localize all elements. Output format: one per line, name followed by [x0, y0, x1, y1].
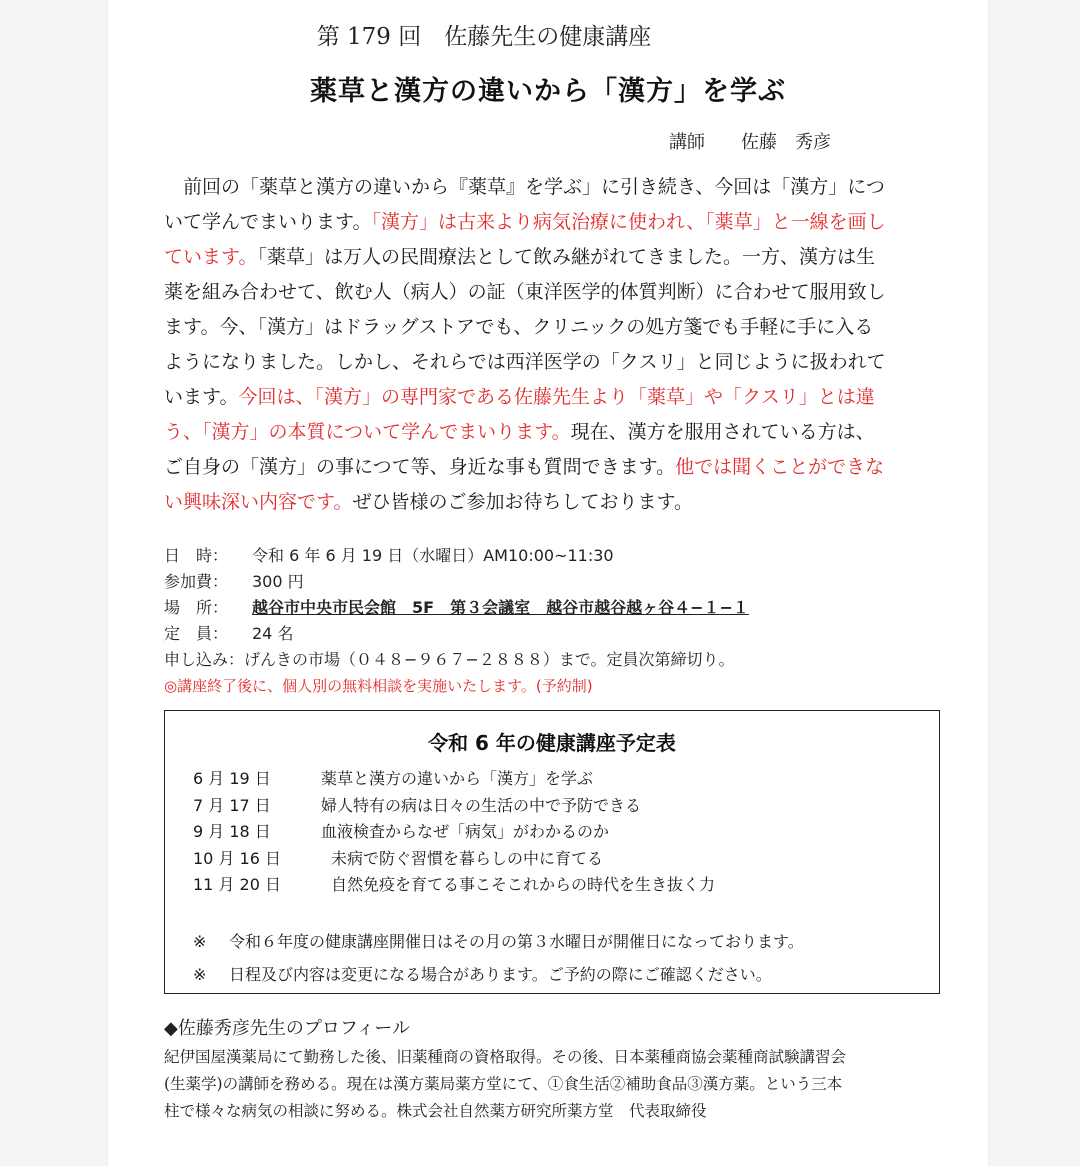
info-fee [164, 569, 932, 595]
schedule-date: 10 月 16 日 [193, 848, 281, 868]
schedule-row [193, 872, 715, 899]
schedule-row [193, 766, 715, 793]
lecturer-name: 講師 佐藤 秀彦 [669, 132, 831, 153]
document-page [108, 0, 988, 1166]
note-mark: ※ [193, 965, 207, 984]
schedule-note [193, 958, 804, 991]
text-run: 薬を組み合わせて、飲む人（病人）の証（東洋医学的体質判断）に合わせて服用致し [164, 281, 886, 303]
paragraph-line [164, 310, 932, 345]
text-run: 「薬草」は万人の民間療法として飲み継がれてきました。一方、漢方は生 [257, 246, 875, 268]
schedule-topic: 未病で防ぐ習慣を暮らしの中に育てる [331, 848, 604, 868]
schedule-date: 6 月 19 日 [193, 769, 271, 788]
paragraph-line [164, 275, 932, 310]
text-run: ご自身の「漢方」の事につて等、身近な事も質問できます。 [164, 456, 676, 478]
schedule-row [193, 846, 715, 873]
paragraph-line [164, 415, 932, 450]
schedule-notes [193, 925, 804, 991]
schedule-topic: 血液検査からなぜ「病気」がわかるのか [321, 822, 610, 841]
profile-line: (生薬学)の講師を務める。現在は漢方薬局薬方堂にて、①食生活②補助食品③漢方薬。という三本 [164, 1075, 843, 1093]
info-value: 300 円 [252, 572, 304, 591]
info-place [164, 595, 932, 621]
highlight-text: 「漢方」は古来より病気治療に使われ、「薬草」と一線を画し [371, 211, 886, 233]
info-label: 日 時： [164, 546, 229, 565]
text-run: います。 [164, 386, 239, 408]
profile-heading: ◆佐藤秀彦先生のプロフィール [164, 1018, 411, 1039]
paragraph-line [164, 205, 932, 240]
info-apply [164, 647, 932, 673]
info-value: 24 名 [252, 624, 294, 643]
schedule-date: 11 月 20 日 [193, 875, 281, 894]
schedule-date: 9 月 18 日 [193, 822, 271, 841]
info-label: 定 員： [164, 624, 229, 643]
info-value: 申し込み：げんきの市場（０４８−９６７−２８８８）まで。定員次第締切り。 [164, 650, 735, 669]
info-date [164, 543, 932, 569]
schedule-row [193, 819, 715, 846]
schedule-list [193, 766, 715, 899]
text-run: 前回の「薬草と漢方の違いから『薬草』を学ぶ」に引き続き、今回は「漢方」につ [164, 176, 885, 198]
profile-line: 紀伊国屋漢薬局にて勤務した後、旧薬種商の資格取得。その後、日本薬種商協会薬種商試験講習会 [164, 1048, 847, 1066]
highlight-text: 今回は、「漢方」の専門家である佐藤先生より「薬草」や「クスリ」とは違 [238, 386, 875, 408]
text-run: ぜひ皆様のご参加お待ちしております。 [352, 491, 693, 513]
schedule-box [164, 710, 940, 994]
highlight-text: い興味深い内容です。 [164, 491, 353, 513]
highlight-text: ています。 [164, 246, 258, 268]
schedule-topic: 薬草と漢方の違いから「漢方」を学ぶ [321, 769, 594, 788]
event-info [164, 543, 932, 699]
profile-line: 柱で様々な病気の相談に努める。株式会社自然薬方研究所薬方堂 代表取締役 [164, 1102, 707, 1120]
note-text: 日程及び内容は変更になる場合があります。ご予約の際にご確認ください。 [229, 965, 772, 984]
info-label: 場 所： [164, 598, 229, 617]
info-value: 越谷市中央市民会館 5F 第３会議室 越谷市越谷越ヶ谷４−１−１ [252, 598, 749, 617]
highlight-text: 他では聞くことができな [675, 456, 885, 478]
info-label: 参加費： [164, 572, 229, 591]
text-run: 現在、漢方を服用されている方は、 [570, 421, 875, 443]
paragraph-line [164, 240, 932, 275]
schedule-note [193, 925, 804, 958]
highlight-text: う、「漢方」の本質について学んでまいります。 [164, 421, 571, 443]
text-run: いて学んでまいります。 [164, 211, 372, 233]
text-run: ようになりました。しかし、それらでは西洋医学の「クスリ」と同じように扱われて [164, 351, 886, 373]
schedule-topic: 婦人特有の病は日々の生活の中で予防できる [321, 795, 642, 815]
note-text: 令和６年度の健康講座開催日はその月の第３水曜日が開催日になっております。 [229, 932, 804, 951]
paragraph-line [164, 380, 932, 415]
schedule-topic: 自然免疫を育てる事こそこれからの時代を生き抜く力 [331, 875, 716, 894]
info-value: ◎講座終了後に、個人別の無料相談を実施いたします。(予約制) [164, 677, 593, 695]
paragraph-line [164, 345, 932, 380]
note-mark: ※ [193, 932, 207, 951]
text-run: ます。今、「漢方」はドラッグストアでも、クリニックの処方箋でも手軽に手に入る [164, 316, 874, 338]
info-value: 令和 6 年 6 月 19 日（水曜日）AM10:00~11:30 [252, 546, 614, 565]
paragraph-line [164, 485, 932, 520]
schedule-row [193, 793, 715, 820]
page-title: 薬草と漢方の違いから「漢方」を学ぶ [310, 76, 786, 107]
schedule-date: 7 月 17 日 [193, 795, 271, 815]
info-capacity [164, 621, 932, 647]
paragraph-line [164, 170, 932, 205]
intro-paragraph [164, 170, 932, 520]
profile-text [164, 1044, 940, 1125]
info-note [164, 673, 932, 699]
lecturer-profile [164, 1014, 940, 1125]
series-title: 第 179 回 佐藤先生の健康講座 [316, 24, 652, 50]
paragraph-line [164, 450, 932, 485]
schedule-title: 令和 6 年の健康講座予定表 [428, 731, 676, 755]
